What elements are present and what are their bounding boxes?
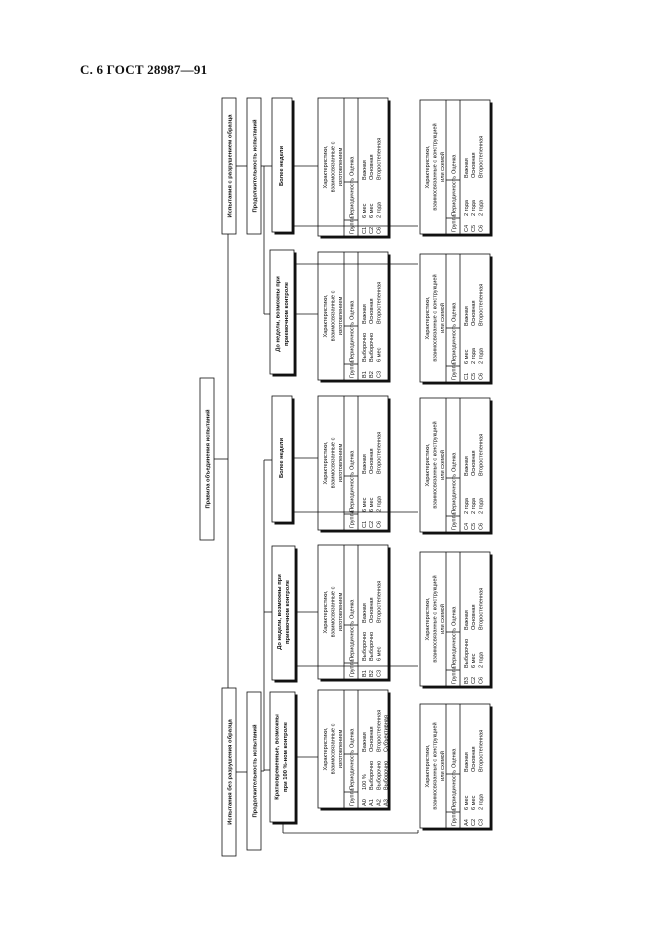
table-c3-des-row-rating: Важная — [464, 456, 470, 476]
table-c4-des-row-period: 2 года — [478, 348, 485, 364]
table-c3-des-row-rating: Второстепенная — [478, 433, 485, 476]
table-c4-des-row-rating: Основная — [471, 300, 478, 326]
category-c4 — [270, 250, 294, 374]
table-c4-des-title: Характеристики, — [425, 296, 431, 340]
table-c3-des-row-period: 2 года — [471, 498, 478, 514]
table-c1-mfg-row-group: А3 — [383, 799, 390, 806]
table-c2-mfg-title: Характеристики, — [323, 590, 329, 634]
table-c5-des-row-group: С4 — [464, 224, 470, 232]
duration-left-label: Продолжительность испытаний — [252, 724, 259, 818]
table-c5-mfg-row-rating: Второстепенная — [376, 137, 383, 180]
table-c2-mfg-row-rating: Второстепенная — [376, 580, 383, 623]
category-c5-label: Более недели — [279, 145, 285, 187]
table-c3-des-row-group: С4 — [464, 522, 470, 530]
table-c5-des-col-rating: Оценка — [451, 154, 458, 174]
table-c5-mfg-row-period: 6 мес — [369, 203, 376, 218]
table-c4-des-row-period: 2 года — [471, 348, 478, 364]
table-c3-des-col-rating: Оценка — [451, 452, 458, 472]
table-c1-des-row-period: 2 года — [478, 794, 485, 810]
table-c3-des-title: взаимосвязанные с конструкцией — [432, 421, 439, 509]
table-c5-des-row-group: С5 — [471, 224, 478, 232]
category-c2 — [272, 546, 295, 680]
table-c5-des-row-rating: Важная — [464, 158, 470, 178]
table-c5-des-title: взаимосвязанные с конструкцией — [432, 123, 439, 211]
table-c2-mfg-col-group: Группа — [349, 659, 356, 677]
table-c1-mfg-row-rating: Важная — [362, 732, 368, 752]
table-c2-mfg-row-group: С3 — [376, 669, 383, 677]
table-c3-mfg-col-group: Группа — [349, 510, 356, 528]
table-c2-des-col-group: Группа — [451, 666, 458, 684]
table-c4-des-title: взаимосвязанные с конструкцией — [432, 274, 439, 362]
table-c1-des-row-rating: Основная — [471, 746, 478, 772]
table-c3-mfg-row-period: 2 года — [376, 496, 383, 512]
table-c1-mfg-row-period: Выборочно — [383, 760, 390, 790]
table-c2-des-title: взаимосвязанные с конструкцией — [432, 575, 439, 663]
table-c4-mfg-row-group: С3 — [376, 370, 383, 378]
table-c2-mfg-title: взаимосвязанные с — [330, 586, 337, 638]
table-c3-mfg-row-rating: Второстепенная — [376, 431, 383, 474]
table-c5-mfg-row-rating: Основная — [369, 154, 376, 180]
table-c5-des-col-group: Группа — [451, 214, 458, 232]
table-c2-mfg-row-period: Выборочно — [369, 631, 376, 661]
table-c1-mfg-title: Характеристики, — [323, 727, 329, 771]
table-c5-des-row-period: 2 года — [478, 200, 485, 216]
table-c1-mfg-col-rating: Оценка — [349, 728, 356, 748]
category-c2-label: приемочном контроле — [285, 579, 291, 645]
table-c5-mfg-title: Характеристики, — [323, 145, 329, 189]
branch-right-label: Испытания с разрушением образца — [227, 114, 234, 218]
table-c2-des-row-period: 6 мес — [471, 653, 478, 668]
table-c5-des-title: или схемой — [440, 152, 446, 182]
table-c5-mfg-row-rating: Важная — [362, 160, 368, 180]
table-c4-des-row-group: С5 — [471, 372, 478, 380]
table-c3-mfg-title: изготовлением — [338, 443, 344, 483]
table-c4-mfg-row-group: В2 — [369, 371, 376, 378]
table-c3-mfg-row-period: 6 мес — [369, 497, 376, 512]
table-c2-des-row-rating: Важная — [464, 610, 470, 630]
table-c1-des-row-rating: Важная — [464, 752, 470, 772]
table-c1-des-col-period: Периодичность — [451, 769, 458, 810]
page-header: С. 6 ГОСТ 28987—91 — [80, 62, 208, 77]
table-c1-des-row-group: А4 — [464, 819, 470, 826]
branch-left-label: Испытания без разрушения образца — [227, 719, 234, 825]
table-c3-mfg-title: Характеристики, — [323, 441, 329, 485]
table-c4-mfg-title: взаимосвязанные с — [330, 290, 337, 342]
table-c2-mfg-row-rating: Важная — [362, 603, 368, 623]
table-c4-des-row-rating: Второстепенная — [478, 283, 485, 326]
category-c4-label: До недели, возможны при — [275, 276, 282, 352]
table-c1-mfg-row-group: А0 — [362, 799, 368, 806]
table-c3-des-row-group: С5 — [471, 522, 478, 530]
table-c4-des-row-group: С1 — [464, 372, 470, 380]
category-c1-label: при 100 %-ном контроле — [283, 722, 289, 792]
table-c5-des-row-rating: Второстепенная — [478, 135, 485, 178]
table-c3-mfg-col-rating: Оценка — [349, 450, 356, 470]
table-c2-mfg-title: изготовлением — [338, 592, 344, 632]
table-c4-des-col-group: Группа — [451, 362, 458, 380]
category-c2-label: До недели, возможны при — [277, 574, 283, 650]
table-c2-mfg-col-rating: Оценка — [349, 599, 356, 619]
table-c2-des-row-period: Выборочно — [464, 638, 470, 668]
table-c4-mfg-title: Характеристики, — [323, 294, 329, 338]
table-c5-des-row-period: 2 года — [464, 200, 470, 216]
table-c4-des-title: или схемой — [440, 303, 446, 333]
table-c5-des-row-group: С6 — [478, 224, 485, 232]
table-c1-mfg-col-period: Периодичность — [349, 749, 356, 790]
table-c3-mfg-row-rating: Основная — [369, 448, 376, 474]
table-c2-des-title: или схемой — [440, 604, 446, 634]
table-c3-des-row-period: 2 года — [464, 498, 470, 514]
table-c2-des-row-group: С6 — [478, 676, 485, 684]
table-c1-mfg-title: взаимосвязанные с — [330, 723, 337, 775]
table-c3-mfg-title: взаимосвязанные с — [330, 437, 337, 489]
table-c3-mfg-row-group: С6 — [376, 520, 383, 528]
table-c1-mfg-row-group: А1 — [369, 799, 376, 806]
table-c4-mfg-title: изготовлением — [338, 296, 344, 336]
category-c3-label: Более недели — [279, 437, 285, 479]
table-c3-mfg-row-rating: Важная — [362, 454, 368, 474]
table-c1-des-title: или схемой — [440, 751, 446, 781]
table-c2-mfg-row-period: 6 мес — [376, 646, 383, 661]
table-c4-mfg-row-rating: Основная — [369, 298, 376, 324]
table-c1-mfg-row-period: 100 % — [362, 774, 368, 790]
duration-right-label: Продолжительность испытаний — [252, 119, 259, 213]
table-c4-des-row-group: С6 — [478, 372, 485, 380]
table-c3-des-row-group: С6 — [478, 522, 485, 530]
table-c2-mfg-row-period: Выборочно — [362, 631, 368, 661]
table-c1-des-title: взаимосвязанные с конструкцией — [432, 722, 439, 810]
table-c4-mfg-col-group: Группа — [349, 360, 356, 378]
table-c1-des-row-rating: Второстепенная — [478, 729, 485, 772]
table-c2-mfg-row-group: В2 — [369, 670, 376, 677]
table-c5-mfg-col-rating: Оценка — [349, 156, 356, 176]
table-c3-des-row-rating: Основная — [471, 450, 478, 476]
table-c3-mfg-row-period: 6 мес — [362, 497, 368, 512]
category-c4-label: приемочном контроле — [284, 281, 290, 347]
table-c2-des-row-group: В3 — [464, 677, 470, 684]
table-c2-des-title: Характеристики, — [425, 597, 431, 641]
table-c1-mfg-col-group: Группа — [349, 788, 356, 806]
table-c1-des-col-group: Группа — [451, 808, 458, 826]
table-c4-mfg-row-period: 6 мес — [376, 347, 383, 362]
table-c4-mfg-col-period: Периодичность — [349, 321, 356, 362]
table-c4-mfg-row-rating: Важная — [362, 304, 368, 324]
table-c2-mfg-row-rating: Основная — [369, 597, 376, 623]
table-c5-mfg-col-group: Группа — [349, 216, 356, 234]
table-c2-des-row-period: 2 года — [478, 652, 485, 668]
table-c2-des-row-rating: Основная — [471, 604, 478, 630]
table-c4-mfg-col-rating: Оценка — [349, 300, 356, 320]
table-c1-mfg-title: изготовлением — [338, 729, 344, 769]
table-c4-mfg-row-period: Выборочно — [362, 332, 368, 362]
table-c1-des-row-group: С3 — [478, 818, 485, 826]
table-c2-des-row-rating: Второстепенная — [478, 587, 485, 630]
table-c5-des-row-rating: Основная — [471, 152, 478, 178]
table-c3-des-col-period: Периодичность — [451, 473, 458, 514]
table-c3-des-title: Характеристики, — [425, 443, 431, 487]
table-c1-mfg-row-rating: Субъективная — [383, 715, 390, 752]
table-c2-mfg-row-group: В1 — [362, 670, 368, 677]
table-c1-des-row-period: 6 мес — [464, 795, 470, 810]
table-c3-des-title: или схемой — [440, 450, 446, 480]
table-c3-des-row-period: 2 года — [478, 498, 485, 514]
table-c2-des-row-group: С2 — [471, 676, 478, 684]
table-c5-mfg-title: изготовлением — [338, 147, 344, 187]
table-c1-mfg-row-rating: Второстепенная — [376, 709, 383, 752]
table-c1-mfg-row-period: Выборочно — [369, 760, 376, 790]
table-c3-des-col-group: Группа — [451, 512, 458, 530]
table-c1-des-row-group: С2 — [471, 818, 478, 826]
table-c2-des-col-rating: Оценка — [451, 606, 458, 626]
table-c1-des-col-rating: Оценка — [451, 748, 458, 768]
table-c2-mfg-col-period: Периодичность — [349, 620, 356, 661]
table-c1-mfg-row-group: А2 — [376, 799, 383, 806]
table-c1-mfg-row-period: Выборочно — [376, 760, 383, 790]
table-c4-mfg-row-period: Выборочно — [369, 332, 376, 362]
table-c4-des-row-period: 6 мес — [464, 349, 470, 364]
table-c1-des-title: Характеристики, — [425, 744, 431, 788]
table-c5-mfg-row-group: С6 — [376, 226, 383, 234]
table-c5-mfg-row-period: 2 года — [376, 202, 383, 218]
table-c5-mfg-title: взаимосвязанные с — [330, 141, 337, 193]
table-c5-des-row-period: 2 года — [471, 200, 478, 216]
table-c4-mfg-row-rating: Второстепенная — [376, 281, 383, 324]
table-c5-mfg-row-group: С2 — [369, 226, 376, 234]
table-c4-mfg-row-group: В1 — [362, 371, 368, 378]
table-c4-des-row-rating: Важная — [464, 306, 470, 326]
table-c3-mfg-row-group: С2 — [369, 520, 376, 528]
table-c4-des-col-rating: Оценка — [451, 302, 458, 322]
table-c1-des-row-period: 6 мес — [471, 795, 478, 810]
table-c3-mfg-col-period: Периодичность — [349, 471, 356, 512]
table-c2-des-col-period: Периодичность — [451, 627, 458, 668]
table-c5-mfg-col-period: Периодичность — [349, 177, 356, 218]
table-c4-des-col-period: Периодичность — [451, 323, 458, 364]
table-c3-mfg-row-group: С1 — [362, 520, 368, 528]
table-c5-des-title: Характеристики, — [425, 145, 431, 189]
root-label: Правила объединения испытаний — [205, 409, 212, 509]
table-c5-mfg-row-period: 6 мес — [362, 203, 368, 218]
table-c5-mfg-row-group: С1 — [362, 226, 368, 234]
table-c5-des-col-period: Периодичность — [451, 175, 458, 216]
table-c1-mfg-row-rating: Основная — [369, 726, 376, 752]
category-c1-label: Кратковременные, возможны — [274, 714, 281, 800]
